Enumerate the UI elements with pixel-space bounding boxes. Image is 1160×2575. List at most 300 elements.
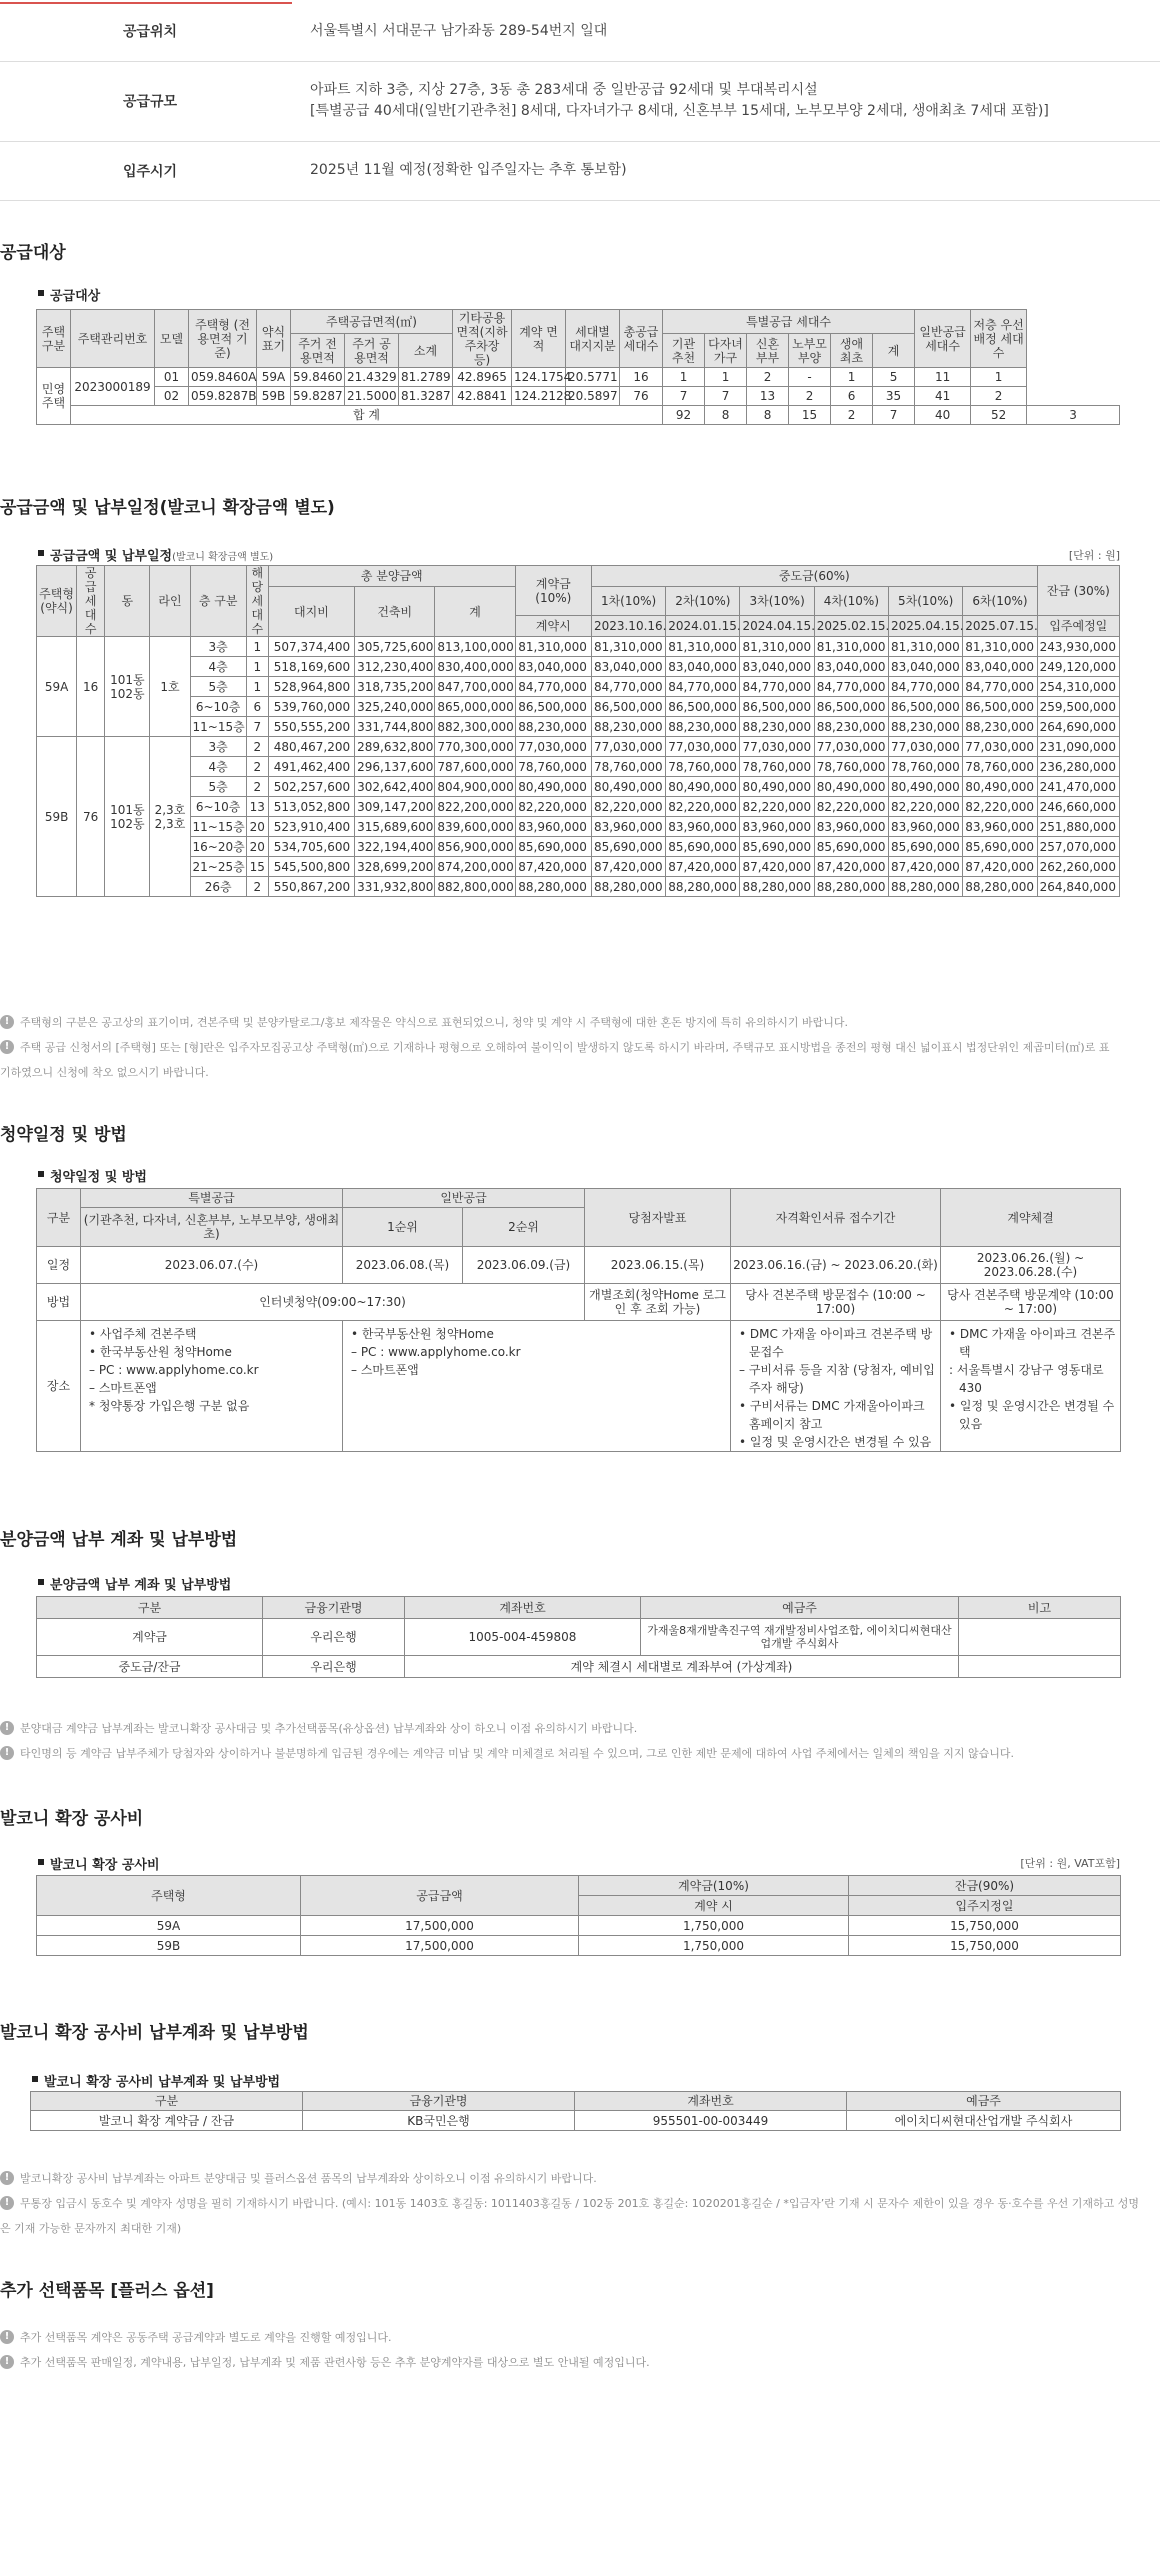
method-cell: 인터넷청약(09:00~17:30) (81, 1284, 585, 1321)
header-cell: 금융기관명 (303, 2092, 575, 2111)
section-title: 분양금액 납부 계좌 및 납부방법 (0, 1530, 238, 1550)
total-label: 합 계 (71, 406, 663, 425)
header-cell: 공급금액 (301, 1876, 579, 1916)
table-cell: 8 (705, 406, 747, 425)
table-cell: 88,230,000 (740, 717, 814, 737)
row-label: 일정 (37, 1247, 81, 1284)
table-cell: 813,100,000 (435, 637, 515, 657)
table-cell: 322,194,400 (355, 837, 435, 857)
header-cell: 잔금 (30%) (1037, 566, 1119, 616)
table-row (37, 777, 1120, 797)
section-title: 공급대상 (0, 243, 66, 263)
table-cell: 11~15층 (190, 717, 246, 737)
place-item: • DMC 가재울 아이파크 견본주택 방문접수 (739, 1327, 933, 1359)
header-cell: 공급 세대 수 (77, 566, 105, 637)
table-cell: 21.5000 (345, 387, 399, 406)
header-cell: 계약 시 (579, 1896, 849, 1916)
table-cell: 289,632,800 (355, 737, 435, 757)
table-cell: 2 (246, 777, 268, 797)
unit-label: [단위 : 원] (1068, 549, 1120, 562)
info-value: 서울특별시 서대문구 남가좌동 289-54번지 일대 (300, 2, 1160, 61)
place-list (739, 1325, 938, 1451)
table-cell: 305,725,600 (355, 637, 435, 657)
header-cell: 주택형 (약식) (37, 566, 77, 637)
table-cell: 86,500,000 (591, 697, 665, 717)
table-cell: 518,169,600 (268, 657, 354, 677)
row-label: 장소 (37, 1321, 81, 1452)
header-cell: 예금주 (847, 2092, 1121, 2111)
table-cell: 309,147,200 (355, 797, 435, 817)
table-cell: 88,230,000 (814, 717, 888, 737)
table-cell: 82,220,000 (814, 797, 888, 817)
table-cell: 86,500,000 (740, 697, 814, 717)
table-cell: 20 (246, 817, 268, 837)
header-cell: 2023.10.16. (591, 616, 665, 637)
header-cell: 2025.07.15. (963, 616, 1037, 637)
info-icon: ! (0, 2171, 14, 2185)
header-cell: 계약시 (515, 616, 591, 637)
header-cell: 6차(10%) (963, 587, 1037, 616)
table-cell: 81,310,000 (515, 637, 591, 657)
table-cell: 86,500,000 (515, 697, 591, 717)
header-cell: 중도금(60%) (591, 566, 1037, 587)
group-dong: 101동 102동 (105, 637, 150, 737)
table-cell: 59.8287 (291, 387, 345, 406)
table-cell: 87,420,000 (515, 857, 591, 877)
table-cell: 41 (915, 387, 971, 406)
table-cell: 312,230,400 (355, 657, 435, 677)
mgmt-number: 2023000189 (71, 368, 155, 406)
table-cell: 550,555,200 (268, 717, 354, 737)
header-cell: 건축비 (355, 587, 435, 637)
table-cell: 77,030,000 (963, 737, 1037, 757)
table-cell: 2 (971, 387, 1027, 406)
table-cell: 264,690,000 (1037, 717, 1119, 737)
page (0, 2, 1160, 2575)
table-cell: 81,310,000 (740, 637, 814, 657)
table-cell: - (789, 368, 831, 387)
table-cell: 6~10층 (190, 697, 246, 717)
header-cell: 구분 (37, 1189, 81, 1247)
table-cell: 80,490,000 (889, 777, 963, 797)
table-cell: 87,420,000 (666, 857, 740, 877)
table-cell: 76 (620, 387, 663, 406)
place-cell (731, 1321, 941, 1452)
table-cell: 86,500,000 (666, 697, 740, 717)
table-cell: 77,030,000 (666, 737, 740, 757)
schedule-cell: 2023.06.15.(목) (585, 1247, 731, 1284)
place-item: – 스마트폰앱 (89, 1381, 157, 1395)
header-cell: 주택구분 (37, 310, 71, 368)
table-cell: 84,770,000 (740, 677, 814, 697)
table-cell: 42.8965 (453, 368, 512, 387)
header-cell: 특별공급 (81, 1189, 343, 1208)
table-cell: 88,230,000 (515, 717, 591, 737)
table-cell: 82,220,000 (666, 797, 740, 817)
header-cell: 노부모 부양 (789, 334, 831, 368)
table-cell: 80,490,000 (591, 777, 665, 797)
table-cell: 77,030,000 (591, 737, 665, 757)
table-cell: 231,090,000 (1037, 737, 1119, 757)
table-cell: 중도금/잔금 (37, 1656, 263, 1678)
table-row (37, 817, 1120, 837)
table-cell: 264,840,000 (1037, 877, 1119, 897)
group-dong: 101동 102동 (105, 737, 150, 897)
table-cell: 2 (246, 757, 268, 777)
table-cell: 059.8460A (189, 368, 257, 387)
header-cell: 소계 (399, 334, 453, 368)
header-cell: 계좌번호 (575, 2092, 847, 2111)
header-cell: 주택형 (전용면적 기준) (189, 310, 257, 368)
table-cell: 88,280,000 (591, 877, 665, 897)
table-cell: 15 (246, 857, 268, 877)
table-cell: 2 (246, 737, 268, 757)
table-cell: 77,030,000 (515, 737, 591, 757)
header-cell: 5차(10%) (889, 587, 963, 616)
table-cell: 42.8841 (453, 387, 512, 406)
table-cell: 328,699,200 (355, 857, 435, 877)
place-item: : 서울특별시 강남구 영동대로 430 (949, 1363, 1104, 1395)
table-cell: 257,070,000 (1037, 837, 1119, 857)
table-cell: KB국민은행 (303, 2111, 575, 2131)
table-cell: 539,760,000 (268, 697, 354, 717)
table-cell: 84,770,000 (963, 677, 1037, 697)
table-cell: 77,030,000 (740, 737, 814, 757)
place-item: • 한국부동산원 청약Home (89, 1345, 232, 1359)
table-cell: 874,200,000 (435, 857, 515, 877)
table-cell: 01 (155, 368, 189, 387)
table-cell: 882,800,000 (435, 877, 515, 897)
header-cell: 주택관리번호 (71, 310, 155, 368)
schedule-cell: 2023.06.16.(금) ~ 2023.06.20.(화) (731, 1247, 941, 1284)
place-item: • 일정 및 운영시간은 변경될 수 있음 (739, 1435, 932, 1449)
header-cell: 신혼 부부 (747, 334, 789, 368)
table-cell: 87,420,000 (740, 857, 814, 877)
header-cell: 2차(10%) (666, 587, 740, 616)
table-row (37, 637, 1120, 657)
table-cell: 502,257,600 (268, 777, 354, 797)
table-cell: 865,000,000 (435, 697, 515, 717)
table-cell: 528,964,800 (268, 677, 354, 697)
table-cell: 59.8460 (291, 368, 345, 387)
info-row (0, 2, 1160, 61)
application-schedule-table (36, 1188, 1121, 1452)
table-cell: 83,960,000 (666, 817, 740, 837)
table-cell: 59A (257, 368, 291, 387)
info-icon: ! (0, 2355, 14, 2369)
table-cell: 507,374,400 (268, 637, 354, 657)
place-item: – PC : www.applyhome.co.kr (89, 1363, 259, 1377)
table-cell: 491,462,400 (268, 757, 354, 777)
section-title: 발코니 확장 공사비 납부계좌 및 납부방법 (0, 2023, 309, 2043)
note-item (0, 1741, 1160, 1766)
info-value-line: 아파트 지하 3층, 지상 27층, 3동 총 283세대 중 일반공급 92세대 및 부대복리시설 (310, 82, 818, 98)
method-cell: 당사 견본주택 방문계약 (10:00 ~ 17:00) (941, 1284, 1121, 1321)
table-cell: 1,750,000 (579, 1936, 849, 1956)
table-cell: 839,600,000 (435, 817, 515, 837)
table-row (37, 657, 1120, 677)
table-cell: 82,220,000 (591, 797, 665, 817)
group-line: 2,3호 2,3호 (150, 737, 190, 897)
header-cell: 계약금(10%) (579, 1876, 849, 1896)
table-cell: 80,490,000 (666, 777, 740, 797)
table-cell: 88,230,000 (889, 717, 963, 737)
header-cell: 층 구분 (190, 566, 246, 637)
payment-notes (0, 1716, 1160, 1766)
header-cell: 구분 (37, 1597, 263, 1619)
header-cell: 주거 공용면적 (345, 334, 399, 368)
table-cell: 35 (873, 387, 915, 406)
table-cell: 82,220,000 (963, 797, 1037, 817)
table-cell: 331,932,800 (355, 877, 435, 897)
table-cell: 5층 (190, 677, 246, 697)
table-cell: 315,689,600 (355, 817, 435, 837)
price-notes (0, 1010, 1160, 1085)
table-cell: 88,230,000 (963, 717, 1037, 737)
table-cell: 85,690,000 (515, 837, 591, 857)
table-cell: 21.4329 (345, 368, 399, 387)
place-cell (81, 1321, 343, 1452)
table-cell: 88,280,000 (666, 877, 740, 897)
schedule-cell: 2023.06.09.(금) (463, 1247, 585, 1284)
table-row (37, 877, 1120, 897)
table-cell: 88,280,000 (889, 877, 963, 897)
table-row (37, 697, 1120, 717)
header-cell: 2024.04.15. (740, 616, 814, 637)
table-cell: 85,690,000 (666, 837, 740, 857)
header-cell: 계 (873, 334, 915, 368)
table-cell: 가재울8재개발촉진구역 재개발정비사업조합, 에이치디씨현대산업개발 주식회사 (641, 1619, 959, 1656)
group-supply: 16 (77, 637, 105, 737)
supply-target-table (36, 309, 1120, 425)
table-cell: 59B (37, 1936, 301, 1956)
header-cell: 동 (105, 566, 150, 637)
table-cell: 78,760,000 (963, 757, 1037, 777)
note-text: 기하였으니 신청에 착오 없으시기 바랍니다. (0, 1066, 209, 1079)
table-cell: 17,500,000 (301, 1936, 579, 1956)
schedule-cell: 2023.06.07.(수) (81, 1247, 343, 1284)
table-cell: 1 (246, 637, 268, 657)
place-list (949, 1325, 1118, 1433)
table-cell: 88,280,000 (963, 877, 1037, 897)
section-title: 공급금액 및 납부일정(발코니 확장금액 별도) (0, 498, 335, 518)
header-cell: 생애 최초 (831, 334, 873, 368)
supply-info-table (0, 2, 1160, 201)
subsection-title: 발코니 확장 공사비 (36, 1854, 160, 1873)
note-item (0, 2325, 1160, 2350)
table-cell: 2 (246, 877, 268, 897)
header-cell: 2025.04.15. (889, 616, 963, 637)
info-icon: ! (0, 1721, 14, 1735)
info-value: 2025년 11월 예정(정확한 입주일자는 추후 통보함) (300, 141, 1160, 200)
place-item: • 구비서류는 DMC 가재울아이파크 홈페이지 참고 (739, 1399, 925, 1431)
note-item (0, 2350, 1160, 2375)
table-cell: 11 (915, 368, 971, 387)
header-cell: 비고 (959, 1597, 1121, 1619)
group-type: 59B (37, 737, 77, 897)
place-cell (941, 1321, 1121, 1452)
place-item: • 사업주체 견본주택 (89, 1327, 197, 1341)
table-cell: 88,230,000 (591, 717, 665, 737)
note-item (0, 1035, 1160, 1060)
note-text: 주택형의 구분은 공고상의 표기이며, 견본주택 및 분양카탈로그/홍보 제작물은 약식으로 표현되었으니, 청약 및 계약 시 주택형에 대한 혼돈 방지에 특히 유의하시기 바랍니다. (20, 1016, 848, 1029)
table-cell: 83,040,000 (889, 657, 963, 677)
section-title: 추가 선택품목 [플러스 옵션] (0, 2281, 214, 2301)
info-value-line: [특별공급 40세대(일반[기관추천] 8세대, 다자녀가구 8세대, 신혼부부 15세대, 노부모부양 2세대, 생애최초 7세대 포함)] (310, 103, 1049, 119)
table-cell: 78,760,000 (740, 757, 814, 777)
table-cell: 84,770,000 (666, 677, 740, 697)
group-line: 1호 (150, 637, 190, 737)
balcony-account-table (30, 2091, 1121, 2131)
table-cell: 246,660,000 (1037, 797, 1119, 817)
header-cell: 기타공용 면적(지하 주차장 등) (453, 310, 512, 368)
place-item: – PC : www.applyhome.co.kr (351, 1345, 521, 1359)
note-item (0, 1010, 1160, 1035)
table-cell: 1,750,000 (579, 1916, 849, 1936)
note-item (0, 1060, 1160, 1085)
table-cell: 534,705,600 (268, 837, 354, 857)
table-row (37, 387, 1120, 406)
balcony-cost-table (36, 1875, 1121, 1956)
table-cell: 86,500,000 (963, 697, 1037, 717)
header-cell: 주거 전용면적 (291, 334, 345, 368)
header-cell: 일반공급 세대수 (915, 310, 971, 368)
table-row (37, 837, 1120, 857)
subsection-title (36, 545, 273, 564)
table-cell: 955501-00-003449 (575, 2111, 847, 2131)
table-cell: 882,300,000 (435, 717, 515, 737)
table-cell: 88,280,000 (814, 877, 888, 897)
table-cell: 81.3287 (399, 387, 453, 406)
table-cell: 550,867,200 (268, 877, 354, 897)
table-cell: 302,642,400 (355, 777, 435, 797)
table-cell: 21~25층 (190, 857, 246, 877)
method-cell: 당사 견본주택 방문접수 (10:00 ~ 17:00) (731, 1284, 941, 1321)
table-cell: 84,770,000 (515, 677, 591, 697)
table-cell: 84,770,000 (889, 677, 963, 697)
table-cell: 17,500,000 (301, 1916, 579, 1936)
table-cell: 78,760,000 (666, 757, 740, 777)
table-cell: 1 (663, 368, 705, 387)
table-cell: 770,300,000 (435, 737, 515, 757)
info-label: 입주시기 (0, 141, 300, 200)
table-cell: 계약금 (37, 1619, 263, 1656)
place-item: • 한국부동산원 청약Home (351, 1327, 494, 1341)
table-cell: 1 (705, 368, 747, 387)
table-cell: 85,690,000 (740, 837, 814, 857)
table-cell: 78,760,000 (591, 757, 665, 777)
table-cell: 83,040,000 (515, 657, 591, 677)
info-icon: ! (0, 2196, 14, 2210)
header-cell: 당첨자발표 (585, 1189, 731, 1247)
schedule-cell: 2023.06.26.(월) ~ 2023.06.28.(수) (941, 1247, 1121, 1284)
table-cell: 81,310,000 (889, 637, 963, 657)
info-icon: ! (0, 2330, 14, 2344)
info-row (0, 141, 1160, 200)
header-cell: 잔금(90%) (849, 1876, 1121, 1896)
table-cell: 13 (747, 387, 789, 406)
header-cell: 구분 (31, 2092, 303, 2111)
table-cell: 83,960,000 (889, 817, 963, 837)
table-cell: 83,040,000 (963, 657, 1037, 677)
table-cell: 325,240,000 (355, 697, 435, 717)
table-cell: 15,750,000 (849, 1916, 1121, 1936)
table-cell: 52 (971, 406, 1027, 425)
table-cell: 83,960,000 (591, 817, 665, 837)
table-cell: 26층 (190, 877, 246, 897)
place-cell (343, 1321, 731, 1452)
header-cell: 라인 (150, 566, 190, 637)
table-cell: 822,200,000 (435, 797, 515, 817)
row-label: 방법 (37, 1284, 81, 1321)
header-cell: 대지비 (268, 587, 354, 637)
table-cell: 81,310,000 (963, 637, 1037, 657)
table-cell: 80,490,000 (814, 777, 888, 797)
table-cell: 78,760,000 (515, 757, 591, 777)
table-cell: 513,052,800 (268, 797, 354, 817)
table-cell (959, 1619, 1121, 1656)
table-cell: 1 (971, 368, 1027, 387)
place-list (351, 1325, 728, 1379)
table-row (37, 797, 1120, 817)
place-item: • 일정 및 운영시간은 변경될 수 있음 (949, 1399, 1115, 1431)
table-cell: 81,310,000 (814, 637, 888, 657)
table-cell: 02 (155, 387, 189, 406)
place-item: – 구비서류 등을 지참 (당첨자, 예비입주자 해당) (739, 1363, 935, 1395)
table-cell: 86,500,000 (814, 697, 888, 717)
table-cell: 77,030,000 (889, 737, 963, 757)
price-schedule-table (36, 565, 1120, 897)
table-cell: 85,690,000 (889, 837, 963, 857)
table-cell: 124.2128 (512, 387, 566, 406)
table-cell: 83,960,000 (814, 817, 888, 837)
subsection-title: 분양금액 납부 계좌 및 납부방법 (36, 1574, 231, 1593)
table-cell: 85,690,000 (963, 837, 1037, 857)
header-cell: 주택공급면적(㎡) (291, 310, 453, 334)
table-cell: 83,960,000 (515, 817, 591, 837)
header-cell: 1순위 (343, 1208, 463, 1247)
table-cell: 2 (789, 387, 831, 406)
place-item: • DMC 가재울 아이파크 견본주택 (949, 1327, 1116, 1359)
section-title: 발코니 확장 공사비 (0, 1809, 144, 1829)
payment-account-table (36, 1596, 1121, 1678)
header-cell: 계좌번호 (405, 1597, 641, 1619)
table-row (37, 737, 1120, 757)
table-cell: 81,310,000 (591, 637, 665, 657)
table-cell: 77,030,000 (814, 737, 888, 757)
subsection-title-text: 공급금액 및 납부일정 (50, 549, 173, 564)
table-cell: 81.2789 (399, 368, 453, 387)
table-cell: 83,040,000 (591, 657, 665, 677)
table-cell: 83,040,000 (814, 657, 888, 677)
table-cell: 16~20층 (190, 837, 246, 857)
option-notes (0, 2325, 1160, 2375)
info-row (0, 61, 1160, 141)
table-cell: 4층 (190, 657, 246, 677)
subsection-title: 발코니 확장 공사비 납부계좌 및 납부방법 (30, 2071, 280, 2090)
info-icon: ! (0, 1015, 14, 1029)
table-cell: 88,280,000 (740, 877, 814, 897)
place-item: – 스마트폰앱 (351, 1363, 419, 1377)
row-label: 민영 주택 (37, 368, 71, 425)
table-cell: 86,500,000 (889, 697, 963, 717)
header-cell: 계약체결 (941, 1189, 1121, 1247)
header-cell: 계약금 (10%) (515, 566, 591, 616)
header-cell: 저층 우선배정 세대수 (971, 310, 1027, 368)
note-item (0, 2166, 1160, 2191)
table-cell: 7 (705, 387, 747, 406)
table-cell: 20.5897 (566, 387, 620, 406)
